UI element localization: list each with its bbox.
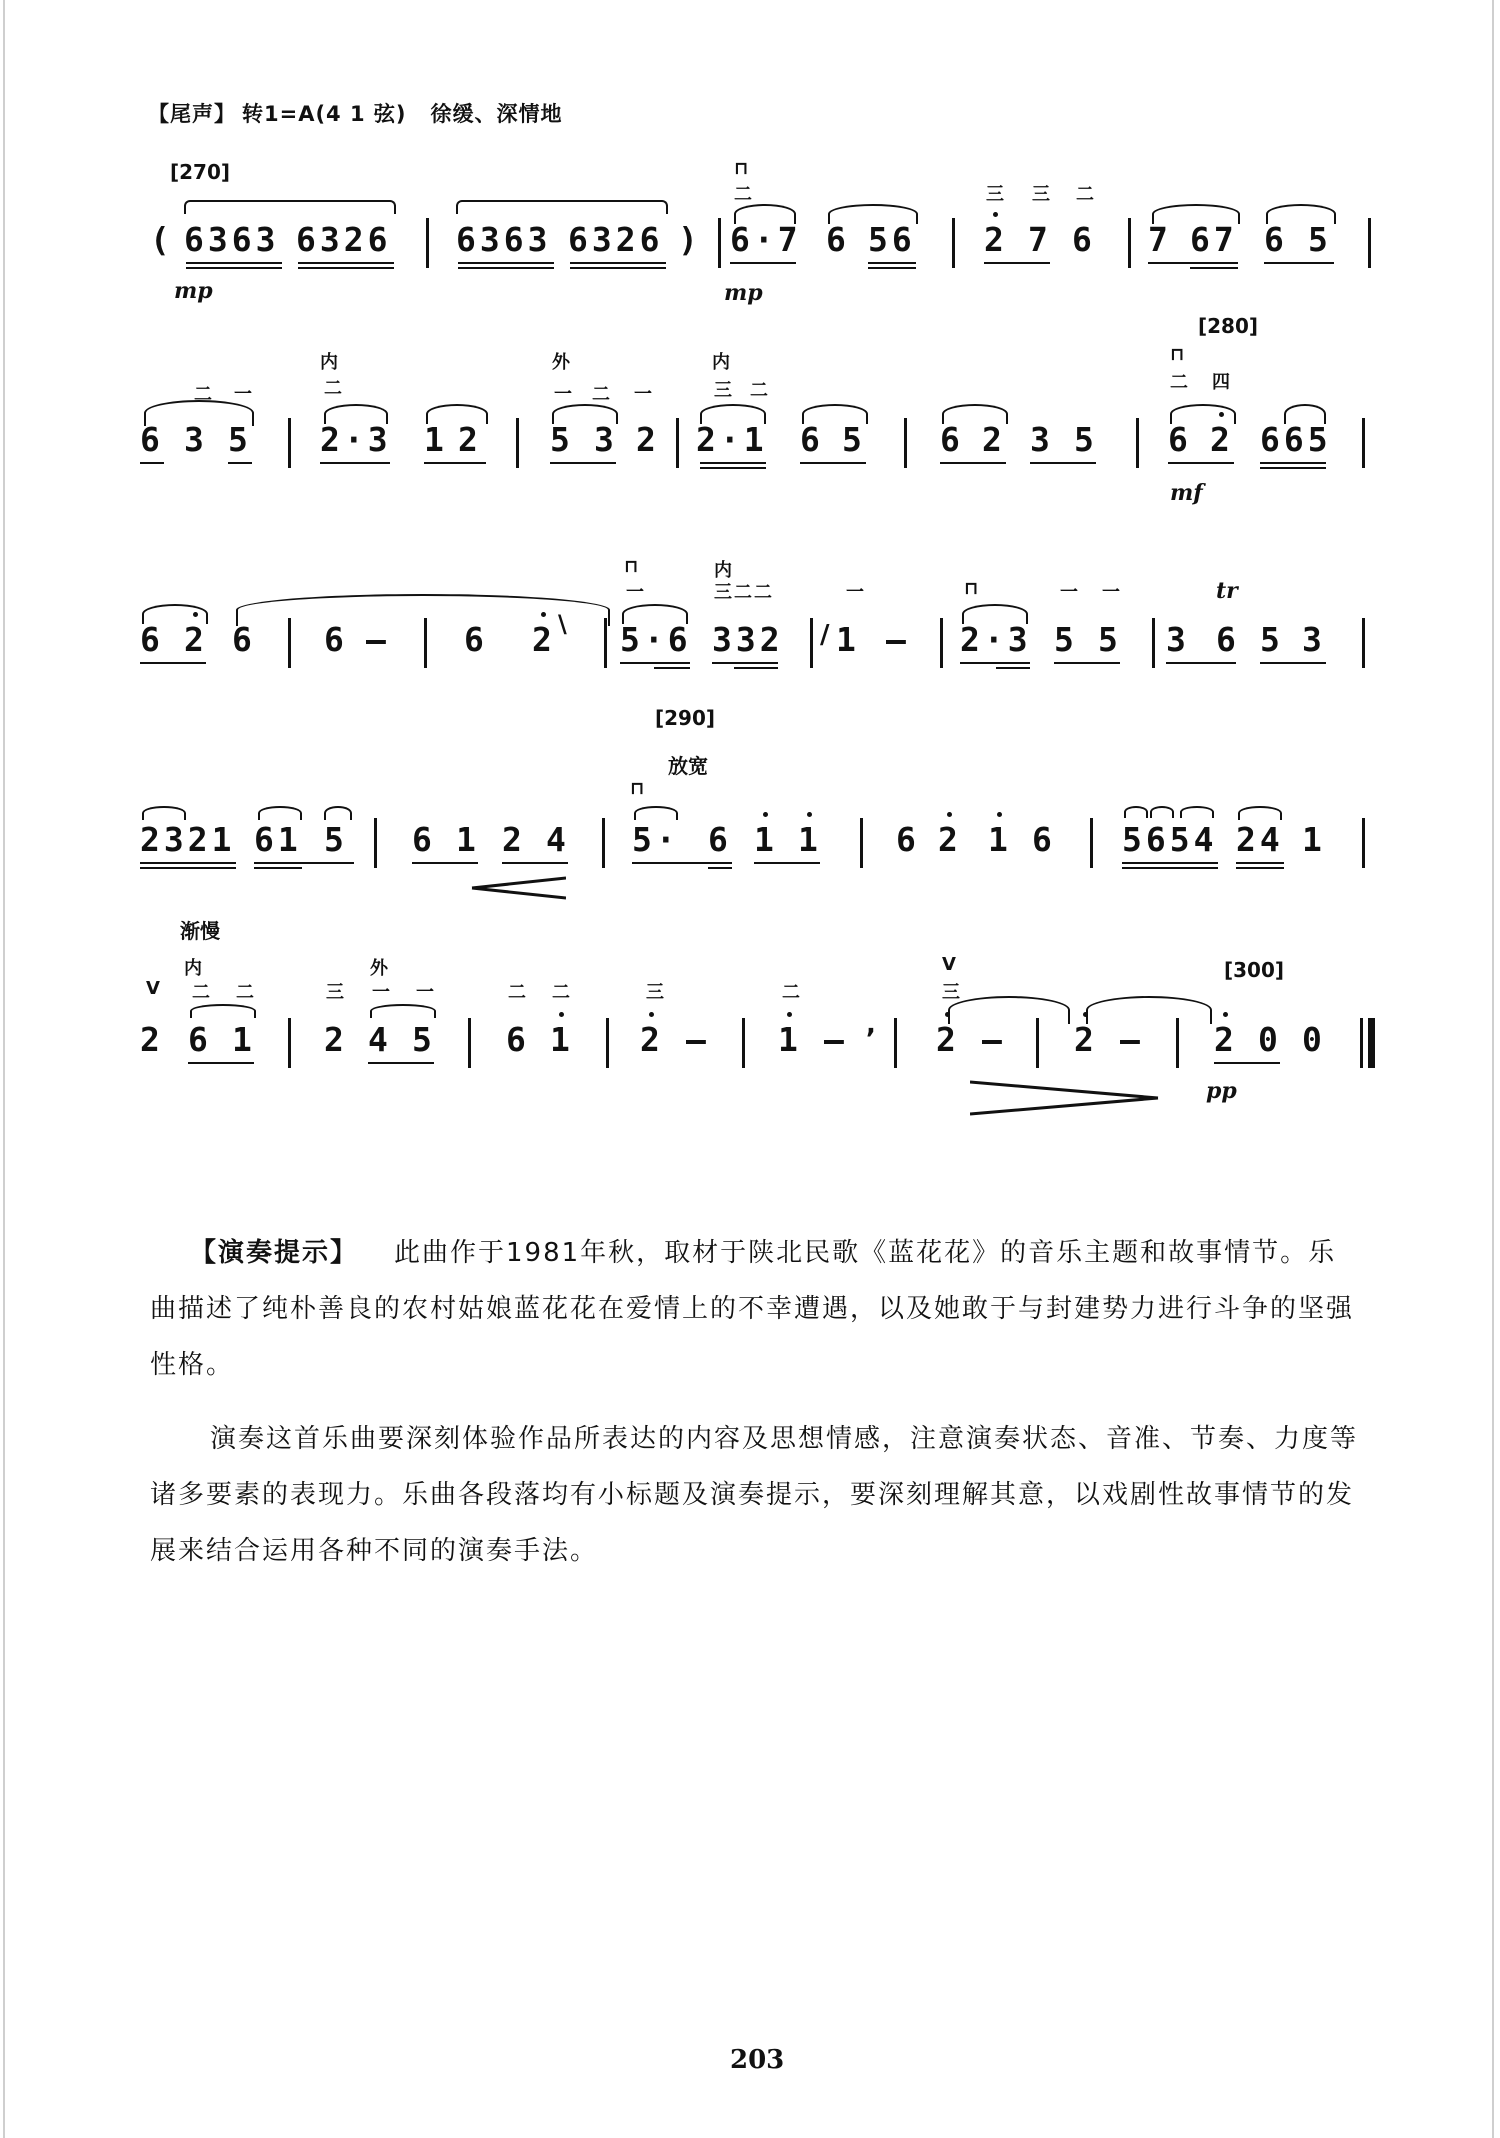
beam — [140, 867, 236, 869]
beam — [570, 262, 666, 264]
note: 5 — [842, 420, 866, 459]
bar-line — [904, 418, 907, 468]
note: 6 — [800, 420, 824, 459]
beam — [708, 867, 732, 869]
beam — [1148, 262, 1238, 264]
fingering-mark: 一 — [846, 582, 864, 603]
note: 5 — [1054, 620, 1078, 659]
slur — [802, 404, 868, 424]
note: 2 — [458, 420, 482, 459]
fingering-mark: 二 — [1170, 372, 1188, 393]
note: 3 — [1302, 620, 1326, 659]
note: 5 — [1308, 220, 1332, 259]
note: 5 — [324, 820, 348, 859]
bar-line — [426, 218, 429, 268]
note: 1 — [798, 820, 822, 859]
note: 2 — [1210, 420, 1234, 459]
decrescendo-hairpin — [970, 1080, 1160, 1116]
note: 2 — [184, 620, 208, 659]
note: 332 — [712, 620, 784, 659]
note: 6326 — [296, 220, 392, 259]
octave-dot — [1083, 1012, 1088, 1017]
score-row-2 — [140, 344, 1380, 550]
beam — [458, 262, 554, 264]
beam — [186, 267, 282, 269]
fingering-mark: 二 — [192, 982, 210, 1003]
slur — [622, 604, 688, 624]
note: 6 — [1216, 620, 1240, 659]
key-signature: 转1=A(4 1 弦) — [242, 102, 407, 126]
performance-notes-label: 【演奏提示】 — [190, 1238, 359, 1268]
note: 1 — [988, 820, 1012, 859]
trill-mark: tr — [1216, 578, 1238, 604]
outer-string-mark: 外 — [552, 352, 570, 373]
octave-dot — [997, 812, 1002, 817]
slur — [1284, 404, 1326, 424]
fingering-mark: 三 — [714, 380, 732, 401]
note: 6 — [324, 620, 348, 659]
slur — [1170, 404, 1236, 424]
beam — [368, 1062, 434, 1064]
note: 1 — [424, 420, 448, 459]
bar-line — [468, 1018, 471, 1068]
octave-dot — [787, 1012, 792, 1017]
beam — [1030, 462, 1096, 464]
beam — [140, 462, 164, 464]
beam — [940, 462, 1006, 464]
beam — [458, 267, 554, 269]
rehearsal-mark-290: [290] — [655, 706, 716, 730]
beam — [1236, 867, 1284, 869]
tempo-marking: 徐缓、深情地 — [430, 102, 563, 126]
fingering-mark: 三 — [646, 982, 664, 1003]
down-bow-mark: ⊓ — [964, 578, 979, 599]
beam — [1260, 467, 1326, 469]
note: 5 — [228, 420, 252, 459]
slur — [456, 200, 668, 214]
beam — [1260, 462, 1326, 464]
note: 2 — [1214, 1020, 1238, 1059]
beam — [412, 862, 478, 864]
note: 2 — [936, 1020, 960, 1059]
fingering-mark: 二 — [508, 982, 526, 1003]
slur — [700, 404, 766, 424]
fingering-mark: 二 — [236, 982, 254, 1003]
beam — [712, 662, 778, 664]
octave-dot — [559, 1012, 564, 1017]
bar-line — [718, 218, 721, 268]
note: – — [1120, 1020, 1144, 1059]
note: 665 — [1260, 420, 1332, 459]
bar-line — [374, 818, 377, 868]
slur — [142, 604, 208, 624]
inner-string-mark: 内 — [184, 958, 202, 979]
note: 2 — [640, 1020, 664, 1059]
note: 6363 — [184, 220, 280, 259]
octave-dot — [993, 212, 998, 217]
note: 1 — [754, 820, 778, 859]
beam — [1214, 1062, 1280, 1064]
octave-dot — [947, 812, 952, 817]
beam — [700, 467, 766, 469]
section-title: 【尾声】 — [148, 102, 236, 126]
glide-mark: \ — [558, 610, 567, 638]
beam — [228, 462, 252, 464]
beam — [1260, 662, 1326, 664]
tie — [948, 996, 1070, 1024]
note: 3 — [1030, 420, 1054, 459]
note: – — [886, 620, 910, 659]
beam — [298, 262, 394, 264]
down-bow-mark: ⊓ — [624, 556, 639, 577]
note: 4 — [368, 1020, 392, 1059]
bar-line — [1136, 418, 1139, 468]
fingering-mark: 二 — [552, 982, 570, 1003]
bar-line — [1090, 818, 1093, 868]
beam — [320, 462, 390, 464]
fingering-mark: 一 — [416, 982, 434, 1003]
fingering-mark: 二 — [754, 582, 772, 603]
fingering-mark: 二 — [782, 982, 800, 1003]
beam — [1122, 867, 1218, 869]
note: 5 — [1260, 620, 1284, 659]
fingering-mark: 一 — [554, 384, 572, 405]
fingering-mark: 二 — [324, 378, 342, 399]
slur — [1266, 204, 1336, 224]
inner-string-mark: 内 — [714, 560, 732, 581]
bar-line — [606, 1018, 609, 1068]
bar-line — [516, 418, 519, 468]
rit-marking: 渐慢 — [180, 919, 220, 943]
bar-line — [1128, 218, 1131, 268]
tie — [1086, 996, 1212, 1024]
note: 3 — [1166, 620, 1190, 659]
note: 2 — [532, 620, 556, 659]
rehearsal-mark-300: [300] — [1224, 958, 1285, 982]
dynamic-mp: mp — [724, 280, 763, 306]
scan-edge-right — [1492, 0, 1494, 2138]
broaden-marking: 放宽 — [668, 754, 708, 778]
beam — [298, 267, 394, 269]
bar-line — [810, 618, 813, 668]
fingering-mark: 一 — [626, 582, 644, 603]
slur — [258, 806, 302, 820]
note: 1 — [232, 1020, 256, 1059]
bar-line — [288, 618, 291, 668]
note: 6 — [188, 1020, 212, 1059]
beam — [960, 662, 1030, 664]
bar-line — [288, 418, 291, 468]
note: 6 — [1264, 220, 1288, 259]
beam — [1122, 862, 1218, 864]
note: 6 — [826, 220, 850, 259]
note: 1 — [836, 620, 860, 659]
glide-mark: / — [820, 620, 830, 650]
note: 1 — [550, 1020, 574, 1059]
fingering-mark: 二 — [734, 582, 752, 603]
beam — [620, 662, 690, 664]
bar-line — [894, 1018, 897, 1068]
slur — [828, 204, 918, 224]
beam — [1168, 462, 1234, 464]
bar-line — [860, 818, 863, 868]
inner-string-mark: 内 — [320, 352, 338, 373]
slur — [426, 404, 488, 424]
beam — [1054, 662, 1120, 664]
fingering-mark: 一 — [1102, 582, 1120, 603]
bar-line — [1368, 218, 1371, 268]
down-bow-mark: ⊓ — [734, 158, 749, 179]
note: 3 — [184, 420, 208, 459]
beam — [996, 667, 1030, 669]
fingering-mark: 三 — [714, 582, 732, 603]
slur — [962, 604, 1028, 624]
dynamic-mp: mp — [174, 278, 213, 304]
note: 5 — [412, 1020, 436, 1059]
bar-line — [952, 218, 955, 268]
slur — [734, 204, 796, 224]
note: 5654 — [1122, 820, 1218, 859]
fingering-mark: 三 — [326, 982, 344, 1003]
final-bar-line-thin — [1360, 1018, 1363, 1068]
octave-dot — [1223, 1012, 1228, 1017]
down-bow-mark: ⊓ — [630, 778, 645, 799]
note: ) — [678, 220, 702, 259]
note: 6 — [896, 820, 920, 859]
slur — [190, 1004, 256, 1018]
beam — [186, 262, 282, 264]
note: 6 — [1032, 820, 1056, 859]
slur — [942, 404, 1008, 424]
score-row-3 — [140, 556, 1380, 750]
note: 1 — [778, 1020, 802, 1059]
page-number: 203 — [730, 2045, 785, 2075]
beam — [254, 867, 302, 869]
beam — [754, 862, 820, 864]
note: 6 — [412, 820, 436, 859]
note: 0 — [1302, 1020, 1326, 1059]
beam — [700, 462, 766, 464]
slur — [184, 200, 396, 214]
note: 5·6 — [620, 620, 692, 659]
slur — [634, 806, 678, 820]
beam — [424, 462, 486, 464]
note: 2 — [982, 420, 1006, 459]
note: 2 — [324, 1020, 348, 1059]
rehearsal-mark-270: [270] — [170, 160, 231, 184]
note: 2·3 — [320, 420, 392, 459]
fingering-mark: 三 — [986, 184, 1004, 205]
note: 0 — [1258, 1020, 1282, 1059]
note: 5· — [632, 820, 680, 859]
note: 7 — [1148, 220, 1172, 259]
note: 4 — [546, 820, 570, 859]
fingering-mark: 三 — [942, 982, 960, 1003]
beam — [868, 262, 916, 264]
beam — [550, 462, 616, 464]
rehearsal-mark-280: [280] — [1198, 314, 1259, 338]
slur — [144, 400, 254, 426]
note: 2321 — [140, 820, 236, 859]
fingering-mark: 二 — [194, 384, 212, 405]
note: 1 — [456, 820, 480, 859]
note: – — [686, 1020, 710, 1059]
beam — [632, 862, 732, 864]
note: 3 — [594, 420, 618, 459]
slur — [1238, 806, 1282, 820]
note: 6 — [232, 620, 256, 659]
up-bow-mark: V — [942, 954, 956, 975]
note: 5 — [1074, 420, 1098, 459]
note: 61 — [254, 820, 302, 859]
fingering-mark: 二 — [750, 380, 768, 401]
fingering-mark: 四 — [1212, 372, 1230, 393]
note: 2 — [636, 420, 660, 459]
inner-string-mark: 内 — [712, 352, 730, 373]
bar-line — [676, 418, 679, 468]
note: 7 — [1028, 220, 1052, 259]
octave-dot — [945, 1012, 950, 1017]
final-bar-line-thick — [1368, 1018, 1375, 1068]
note: ( — [150, 220, 174, 259]
slur — [142, 806, 186, 820]
beam — [734, 667, 778, 669]
note: 24 — [1236, 820, 1284, 859]
note: 56 — [868, 220, 916, 259]
fingering-mark: 二 — [1076, 184, 1094, 205]
bar-line — [604, 618, 607, 668]
bar-line — [940, 618, 943, 668]
slur — [1152, 204, 1240, 224]
slur — [324, 404, 388, 424]
crescendo-hairpin — [470, 876, 566, 900]
bar-line — [1176, 1018, 1179, 1068]
down-bow-mark: ⊓ — [1170, 344, 1185, 365]
note: 2 — [140, 1020, 164, 1059]
slur — [324, 806, 352, 820]
note: 2 — [984, 220, 1008, 259]
note: 2·1 — [696, 420, 768, 459]
bar-line — [1152, 618, 1155, 668]
performance-notes — [150, 1225, 1360, 1579]
dynamic-mf: mf — [1170, 480, 1203, 506]
outer-string-mark: 外 — [370, 958, 388, 979]
note: – — [366, 620, 390, 659]
bar-line — [288, 1018, 291, 1068]
beam — [140, 862, 236, 864]
slur — [1150, 806, 1174, 818]
note: 2 — [1074, 1020, 1098, 1059]
performance-notes-para1 — [150, 1225, 1360, 1393]
beam — [1166, 662, 1236, 664]
note: 6 — [940, 420, 964, 459]
fingering-mark: 一 — [634, 384, 652, 405]
bar-line — [602, 818, 605, 868]
note: 6363 — [456, 220, 552, 259]
beam — [502, 862, 568, 864]
note: 2·3 — [960, 620, 1032, 659]
note: 6 — [140, 620, 164, 659]
note: 6 — [464, 620, 488, 659]
note: 6 — [1072, 220, 1096, 259]
performance-notes-para2: 演奏这首乐曲要深刻体验作品所表达的内容及思想情感，注意演奏状态、音准、节奏、力度等诸多要素的表现力。乐曲各段落均有小标题及演奏提示，要深刻理解其意，以戏剧性故事情节的发展来结合运用各种不同的演奏手法。 — [150, 1424, 1359, 1566]
note: 6 — [708, 820, 732, 859]
bar-line — [1362, 618, 1365, 668]
note: 5 — [1098, 620, 1122, 659]
bar-line — [424, 618, 427, 668]
bar-line — [1362, 818, 1365, 868]
breath-mark: , — [866, 1010, 876, 1040]
fingering-mark: 一 — [372, 982, 390, 1003]
scan-edge-left — [3, 0, 5, 2138]
slur — [1180, 806, 1214, 818]
note: 6 — [506, 1020, 530, 1059]
fingering-mark: 二 — [592, 384, 610, 405]
score-row-4 — [140, 778, 1380, 950]
slur — [552, 404, 618, 424]
up-bow-mark: V — [146, 978, 160, 999]
note: 5 — [550, 420, 574, 459]
note: 2 — [502, 820, 526, 859]
beam — [868, 267, 916, 269]
bar-line — [1362, 418, 1365, 468]
slur — [1124, 806, 1148, 818]
beam — [1190, 267, 1238, 269]
note: 1 — [1302, 820, 1326, 859]
beam — [730, 262, 796, 264]
note: 6 — [1168, 420, 1192, 459]
octave-dot — [763, 812, 768, 817]
bar-line — [1036, 1018, 1039, 1068]
section-header — [148, 98, 569, 128]
beam — [188, 1062, 254, 1064]
beam — [800, 462, 866, 464]
octave-dot — [649, 1012, 654, 1017]
beam — [254, 862, 354, 864]
beam — [1264, 262, 1334, 264]
octave-dot — [541, 612, 546, 617]
bar-line — [742, 1018, 745, 1068]
note: – — [824, 1020, 848, 1059]
note: 2 — [938, 820, 962, 859]
beam — [1236, 862, 1284, 864]
note: 6·7 — [730, 220, 802, 259]
beam — [984, 262, 1050, 264]
beam — [654, 667, 690, 669]
octave-dot — [807, 812, 812, 817]
slur — [370, 1004, 436, 1018]
fingering-mark: 一 — [1060, 582, 1078, 603]
fingering-mark: 一 — [234, 384, 252, 405]
dynamic-pp: pp — [1206, 1078, 1237, 1104]
fingering-mark: 二 — [734, 184, 752, 205]
note: – — [982, 1020, 1006, 1059]
fingering-mark: 三 — [1032, 184, 1050, 205]
note: 6 — [140, 420, 164, 459]
note: 6326 — [568, 220, 664, 259]
note: 67 — [1190, 220, 1238, 259]
performance-notes-text1: 此曲作于1981年秋，取材于陕北民歌《蓝花花》的音乐主题和故事情节。乐曲描述了纯朴善良的农村姑娘蓝花花在爱情上的不幸遭遇，以及她敢于与封建势力进行斗争的坚强性格。 — [150, 1238, 1355, 1380]
beam — [570, 267, 666, 269]
beam — [140, 662, 206, 664]
